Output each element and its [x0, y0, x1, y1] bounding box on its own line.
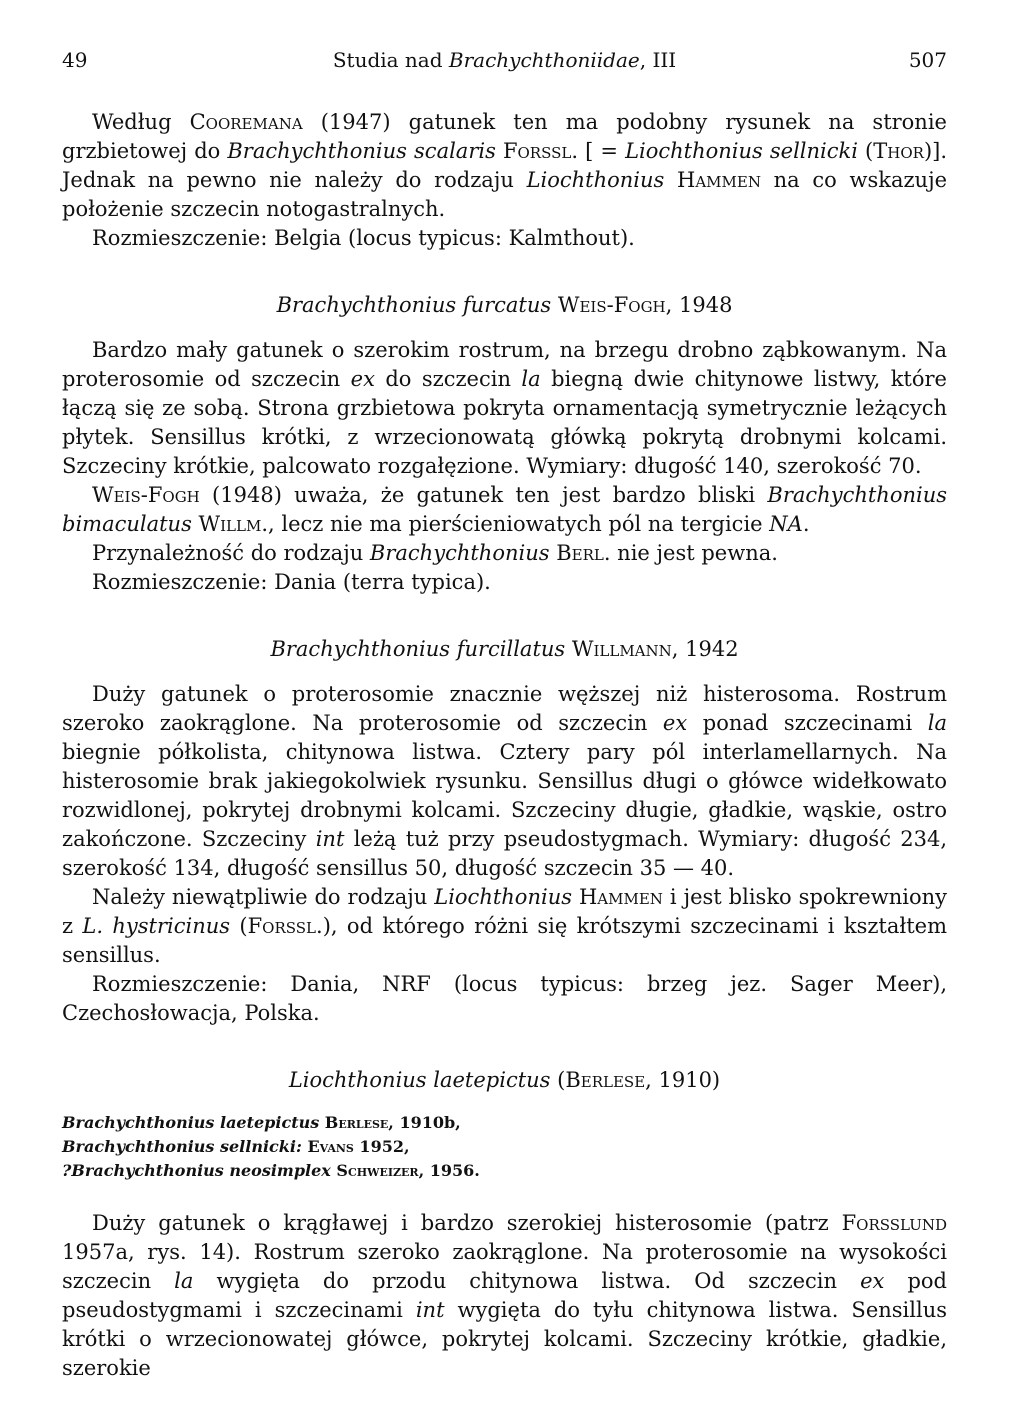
synonym-entry: Brachychthonius laetepictus Berlese, 1910b, [62, 1113, 461, 1132]
running-title: Studia nad Brachychthoniidae, III [332, 48, 677, 72]
paragraph: Przynależność do rodzaju Brachychthonius Berl. nie jest pewna. [92, 541, 778, 565]
distribution-paragraph: Rozmieszczenie: Dania, NRF (locus typicus: brzeg jez. Sager Meer), Czechosłowacja, Polska. [62, 972, 947, 1025]
page-number-left: 49 [62, 48, 88, 72]
synonym-entry: ?Brachychthonius neosimplex Schweizer, 1956. [62, 1161, 480, 1180]
species-heading: Brachychthonius furcillatus Willmann, 1942 [270, 637, 739, 661]
species-heading: Brachychthonius furcatus Weis-Fogh, 1948 [276, 293, 733, 317]
paragraph: Weis-Fogh (1948) uważa, że gatunek ten jest bardzo bliski Brachychthonius bimaculatus Willm., lecz nie ma pierścieniowatych pól na tergicie NA. [62, 483, 947, 536]
page-number-right: 507 [908, 48, 947, 72]
paragraph: Duży gatunek o krągławej i bardzo szerokiej histerosomie (patrz Forsslund 1957a, rys. 14). Rostrum szeroko zaokrąglone. Na proterosomie na wysokości szczecin la wygięta do przodu chitynowa listwa. Od szczecin ex pod pseudostygmami i szczecinami int wygięta do tyłu chitynowa listwa. Sensillus krótki o wrzecionowatej główce, pokrytej kolcami. Szczeciny krótkie, gładkie, szerokie [62, 1211, 947, 1380]
page [62, 40, 947, 1383]
species-heading: Liochthonius laetepictus (Berlese, 1910) [288, 1068, 721, 1092]
paragraph: Należy niewątpliwie do rodzaju Liochthonius Hammen i jest blisko spokrewniony z L. hystricinus (Forssl.), od którego różni się krótszymi szczecinami i kształtem sensillus. [62, 885, 947, 967]
distribution-paragraph: Rozmieszczenie: Dania (terra typica). [92, 570, 491, 594]
running-head [62, 40, 947, 76]
synonym-entry: Brachychthonius sellnicki: Evans 1952, [62, 1137, 410, 1156]
synonym-list [62, 1111, 947, 1183]
paragraph: Według Cooremana (1947) gatunek ten ma podobny rysunek na stronie grzbietowej do Brachychthonius scalaris Forssl. [ = Liochthonius sellnicki (Thor)]. Jednak na pewno nie należy do rodzaju Liochthonius Hammen na co wskazuje położenie szczecin notogastralnych. [62, 110, 948, 221]
distribution-paragraph: Rozmieszczenie: Belgia (locus typicus: Kalmthout). [92, 226, 635, 250]
paragraph: Duży gatunek o proterosomie znacznie węższej niż histerosoma. Rostrum szeroko zaokrąglone. Na proterosomie od szczecin ex ponad szczecinami la biegnie półkolista, chitynowa listwa. Cztery pary pól interlamellarnych. Na histerosomie brak jakiegokolwiek rysunku. Sensillus długi o główce widełkowato rozwidlonej, pokrytej drobnymi kolcami. Szczeciny długie, gładkie, wąskie, ostro zakończone. Szczeciny int leżą tuż przy pseudostygmach. Wymiary: długość 234, szerokość 134, długość sensillus 50, długość szczecin 35 — 40. [62, 682, 947, 880]
paragraph: Bardzo mały gatunek o szerokim rostrum, na brzegu drobno ząbkowanym. Na proterosomie od szczecin ex do szczecin la biegną dwie chitynowe listwy, które łączą się ze sobą. Strona grzbietowa pokryta ornamentacją symetrycznie leżących płytek. Sensillus krótki, z wrzecionowatą główką pokrytą drobnymi kolcami. Szczeciny krótkie, palcowato rozgałęzione. Wymiary: długość 140, szerokość 70. [62, 338, 947, 478]
